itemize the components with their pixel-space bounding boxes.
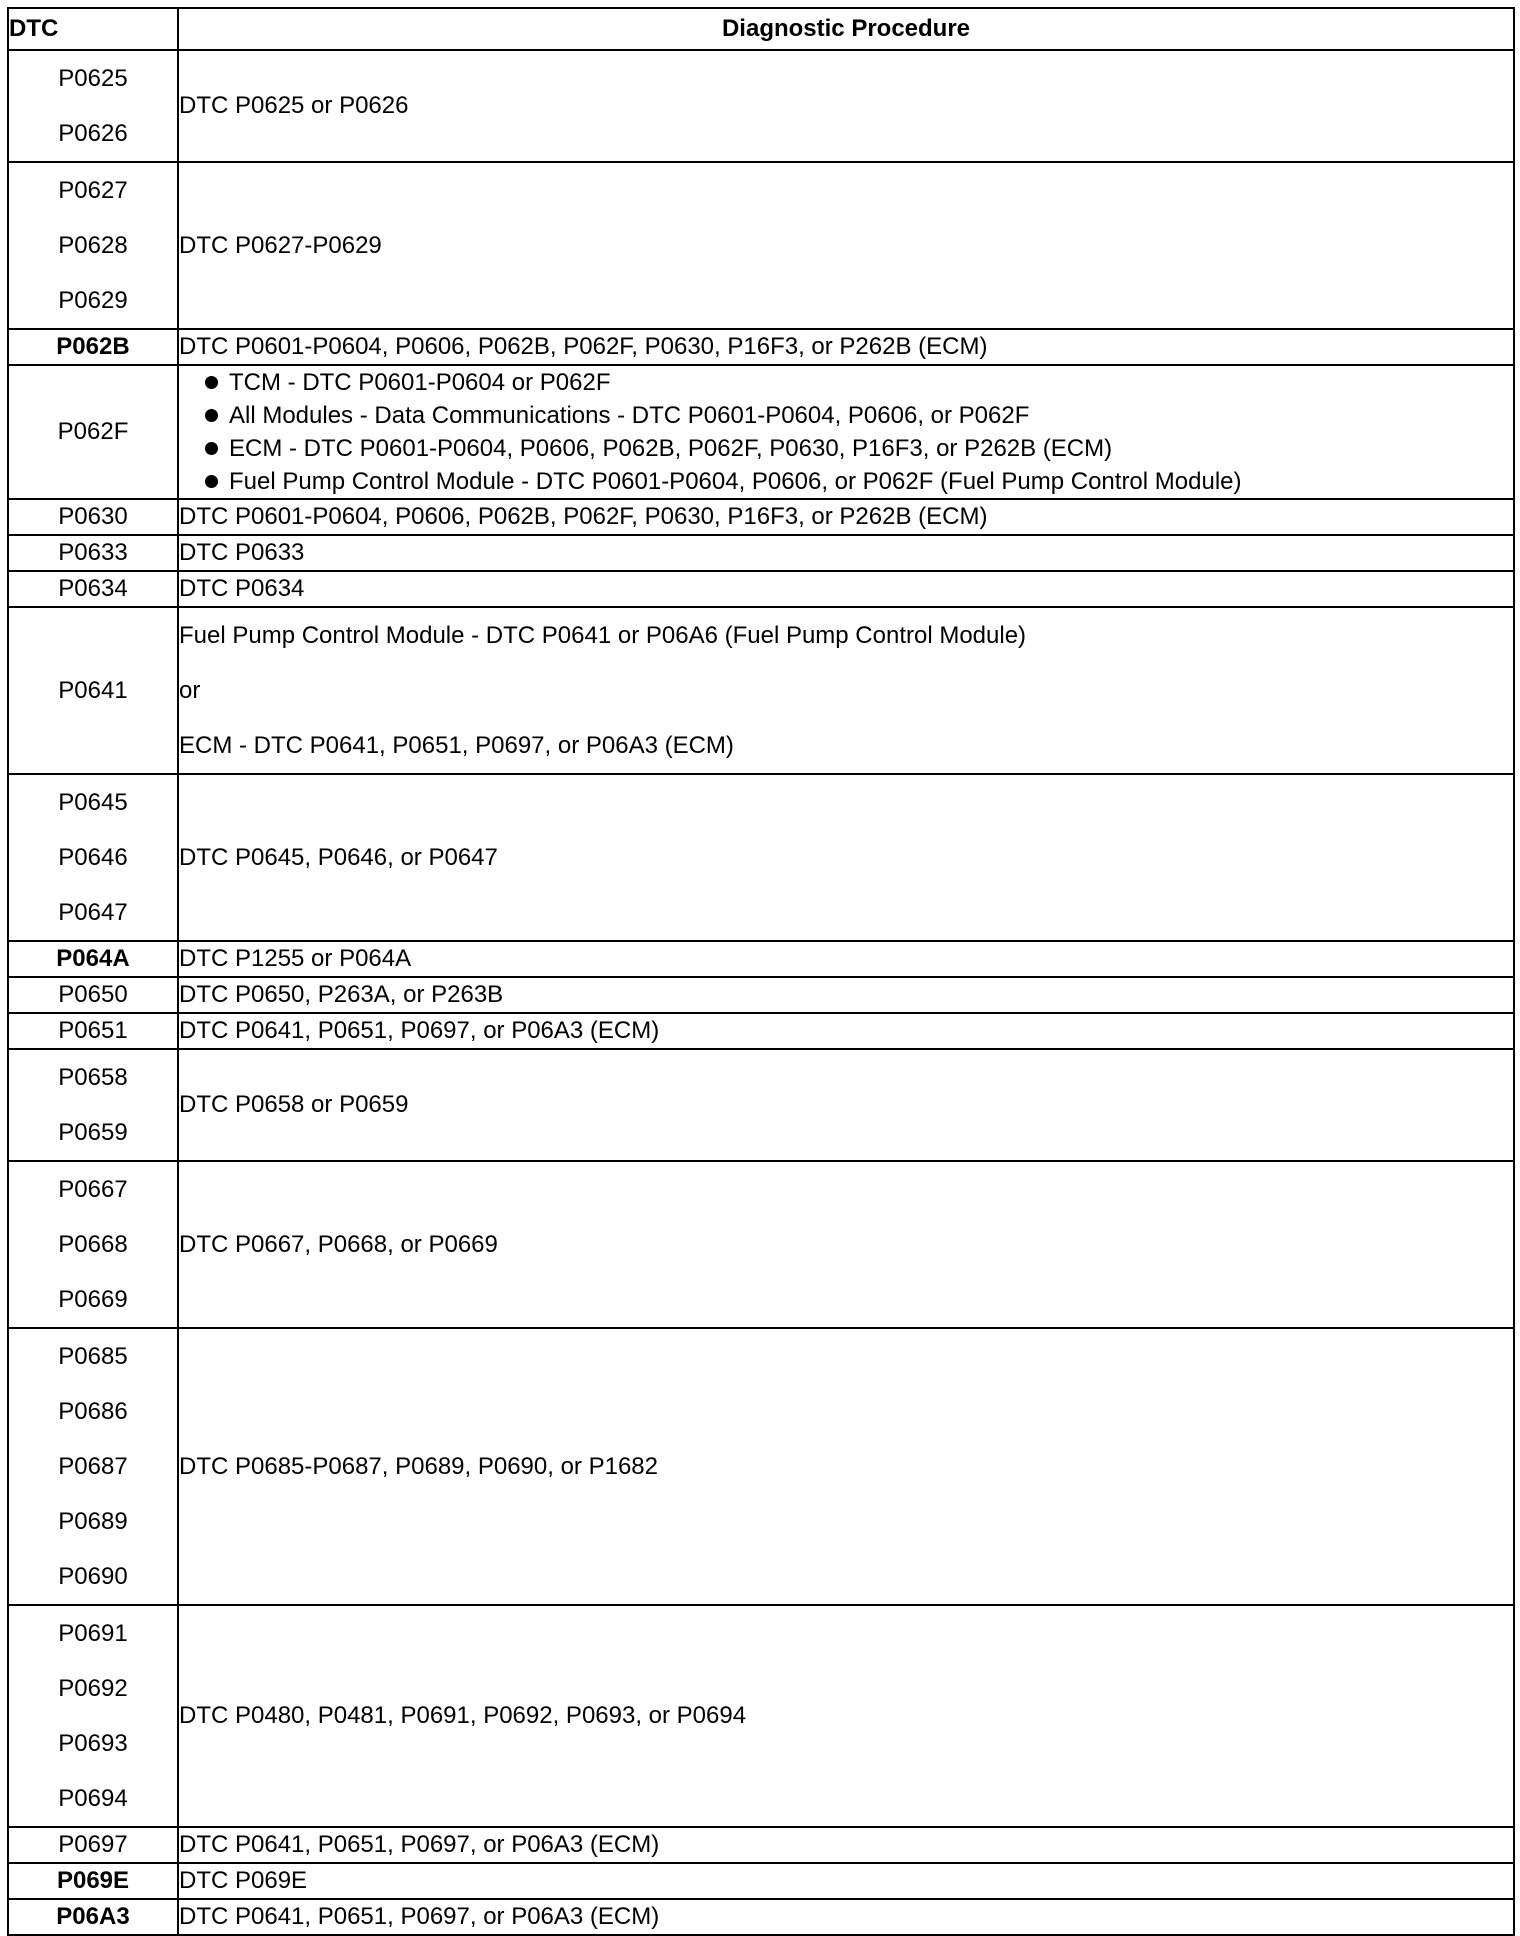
table-row [8,329,1514,365]
procedure-bullet-list [179,366,1513,498]
diagnostic-procedure-cell [178,941,1514,977]
procedure-link[interactable]: ECM - DTC P0601-P0604, P0606, P062B, P062F, P0630, P16F3, or P262B (ECM) [229,435,1113,462]
dtc-code-cell [8,1605,178,1827]
diagnostic-procedure-cell [178,1827,1514,1863]
dtc-code: P0658 [58,1064,128,1091]
procedure-bullet-item[interactable] [179,366,1513,399]
procedure-bullet-item[interactable] [179,465,1513,498]
table-row [8,607,1514,774]
bullet-icon [205,442,218,455]
procedure-link[interactable]: DTC P0601-P0604, P0606, P062B, P062F, P0630, P16F3, or P262B (ECM) [179,503,988,530]
dtc-code: P0646 [58,844,128,871]
dtc-code-cell [8,1013,178,1049]
diagnostic-procedure-cell [178,1013,1514,1049]
dtc-code: P0626 [58,120,128,147]
table-row [8,1899,1514,1935]
procedure-paragraph[interactable]: ECM - DTC P0641, P0651, P0697, or P06A3 (ECM) [179,732,734,759]
dtc-code: P0693 [58,1730,128,1757]
diagnostic-procedure-cell [178,1605,1514,1827]
dtc-code-cell [8,1328,178,1605]
dtc-code-cell [8,977,178,1013]
procedure-link[interactable]: DTC P0641, P0651, P0697, or P06A3 (ECM) [179,1017,660,1044]
procedure-link[interactable]: DTC P0627-P0629 [179,231,382,259]
dtc-code: P0629 [58,287,128,314]
table-row [8,571,1514,607]
dtc-code: P0685 [58,1343,128,1370]
table-row [8,499,1514,535]
diagnostic-procedure-cell [178,365,1514,499]
dtc-table [7,7,1515,1936]
procedure-link[interactable]: DTC P0601-P0604, P0606, P062B, P062F, P0630, P16F3, or P262B (ECM) [179,333,988,360]
procedure-link[interactable]: DTC P0633 [179,539,305,566]
dtc-code-cell [8,365,178,499]
dtc-code: P0627 [58,177,128,204]
procedure-link[interactable]: DTC P0641, P0651, P0697, or P06A3 (ECM) [179,1903,660,1930]
dtc-code: P0692 [58,1675,128,1702]
bullet-icon [205,409,218,422]
dtc-code-cell [8,535,178,571]
dtc-code: P0691 [58,1620,128,1647]
procedure-link[interactable]: DTC P0645, P0646, or P0647 [179,843,498,871]
dtc-code: P06A3 [56,1903,130,1930]
dtc-code: P0690 [58,1563,128,1590]
diagnostic-procedure-cell [178,499,1514,535]
procedure-paragraph: or [179,677,201,704]
dtc-code: P062B [56,333,130,360]
diagnostic-procedure-cell [178,607,1514,774]
dtc-code-cell [8,1827,178,1863]
table-row [8,535,1514,571]
diagnostic-procedure-cell [178,1899,1514,1935]
dtc-code-cell [8,607,178,774]
procedure-link[interactable]: DTC P0625 or P0626 [179,92,409,119]
dtc-code: P0668 [58,1231,128,1258]
dtc-code: P0651 [58,1017,128,1044]
dtc-code: P0659 [58,1119,128,1146]
diagnostic-procedure-cell [178,571,1514,607]
dtc-code: P0630 [58,503,128,530]
procedure-bullet-item[interactable] [179,432,1513,465]
diagnostic-procedure-cell [178,329,1514,365]
dtc-code: P0689 [58,1508,128,1535]
dtc-code-cell [8,329,178,365]
dtc-code: P0650 [58,981,128,1008]
table-row [8,365,1514,499]
dtc-code-cell [8,941,178,977]
header-row [8,8,1514,50]
table-row [8,1827,1514,1863]
dtc-code: P0667 [58,1176,128,1203]
dtc-code-cell [8,1049,178,1161]
dtc-code: P0669 [58,1286,128,1313]
dtc-code: P0686 [58,1398,128,1425]
dtc-code: P062F [57,418,129,445]
procedure-link[interactable]: DTC P0658 or P0659 [179,1091,409,1118]
diagnostic-procedure-cell [178,50,1514,162]
bullet-icon [205,475,218,488]
diagnostic-procedure-cell [178,1328,1514,1605]
table-row [8,50,1514,162]
dtc-code-cell [8,571,178,607]
dtc-code-cell [8,774,178,941]
dtc-code: P0647 [58,899,128,926]
table-row [8,1328,1514,1605]
dtc-code: P0697 [58,1831,128,1858]
dtc-code: P0625 [58,65,128,92]
diagnostic-procedure-cell [178,1049,1514,1161]
table-row [8,941,1514,977]
dtc-code: P0633 [58,539,128,566]
dtc-code: P0694 [58,1785,128,1812]
procedure-column-header: Diagnostic Procedure [178,8,1514,50]
table-row [8,1013,1514,1049]
diagnostic-procedure-cell [178,1161,1514,1328]
procedure-link[interactable]: TCM - DTC P0601-P0604 or P062F [229,369,611,396]
dtc-code: P0641 [58,676,128,704]
procedure-link[interactable]: DTC P0650, P263A, or P263B [179,981,504,1008]
procedure-link[interactable]: DTC P069E [179,1867,308,1894]
dtc-code: P0645 [58,789,128,816]
table-row [8,977,1514,1013]
dtc-code: P0628 [58,232,128,259]
procedure-link[interactable]: All Modules - Data Communications - DTC P0601-P0604, P0606, or P062F [229,402,1030,429]
dtc-column-header: DTC [8,8,178,50]
diagnostic-procedure-cell [178,774,1514,941]
procedure-paragraph[interactable]: Fuel Pump Control Module - DTC P0641 or P06A6 (Fuel Pump Control Module) [179,622,1027,649]
dtc-code: P064A [56,945,130,972]
dtc-code: P0634 [58,575,128,602]
procedure-bullet-item[interactable] [179,399,1513,432]
table-row [8,1605,1514,1827]
dtc-code-cell [8,1161,178,1328]
procedure-link[interactable]: DTC P1255 or P064A [179,945,412,972]
table-row [8,1161,1514,1328]
procedure-link[interactable]: Fuel Pump Control Module - DTC P0601-P0604, P0606, or P062F (Fuel Pump Control Module) [229,468,1242,495]
bullet-icon [205,376,218,389]
dtc-code: P069E [56,1867,130,1894]
table-body [8,50,1514,1935]
table-row [8,1049,1514,1161]
dtc-code-cell [8,50,178,162]
diagnostic-procedure-cell [178,535,1514,571]
table-row [8,774,1514,941]
diagnostic-procedure-cell [178,162,1514,329]
procedure-link[interactable]: DTC P0641, P0651, P0697, or P06A3 (ECM) [179,1831,660,1858]
table-row [8,162,1514,329]
dtc-code-cell [8,1899,178,1935]
procedure-link[interactable]: DTC P0667, P0668, or P0669 [179,1230,498,1258]
diagnostic-procedure-cell [178,977,1514,1013]
dtc-code-cell [8,162,178,329]
dtc-code: P0687 [58,1453,128,1480]
procedure-link[interactable]: DTC P0634 [179,575,305,602]
procedure-link[interactable]: DTC P0685-P0687, P0689, P0690, or P1682 [179,1452,658,1480]
procedure-link[interactable]: DTC P0480, P0481, P0691, P0692, P0693, or P0694 [179,1702,747,1729]
dtc-code-cell [8,499,178,535]
